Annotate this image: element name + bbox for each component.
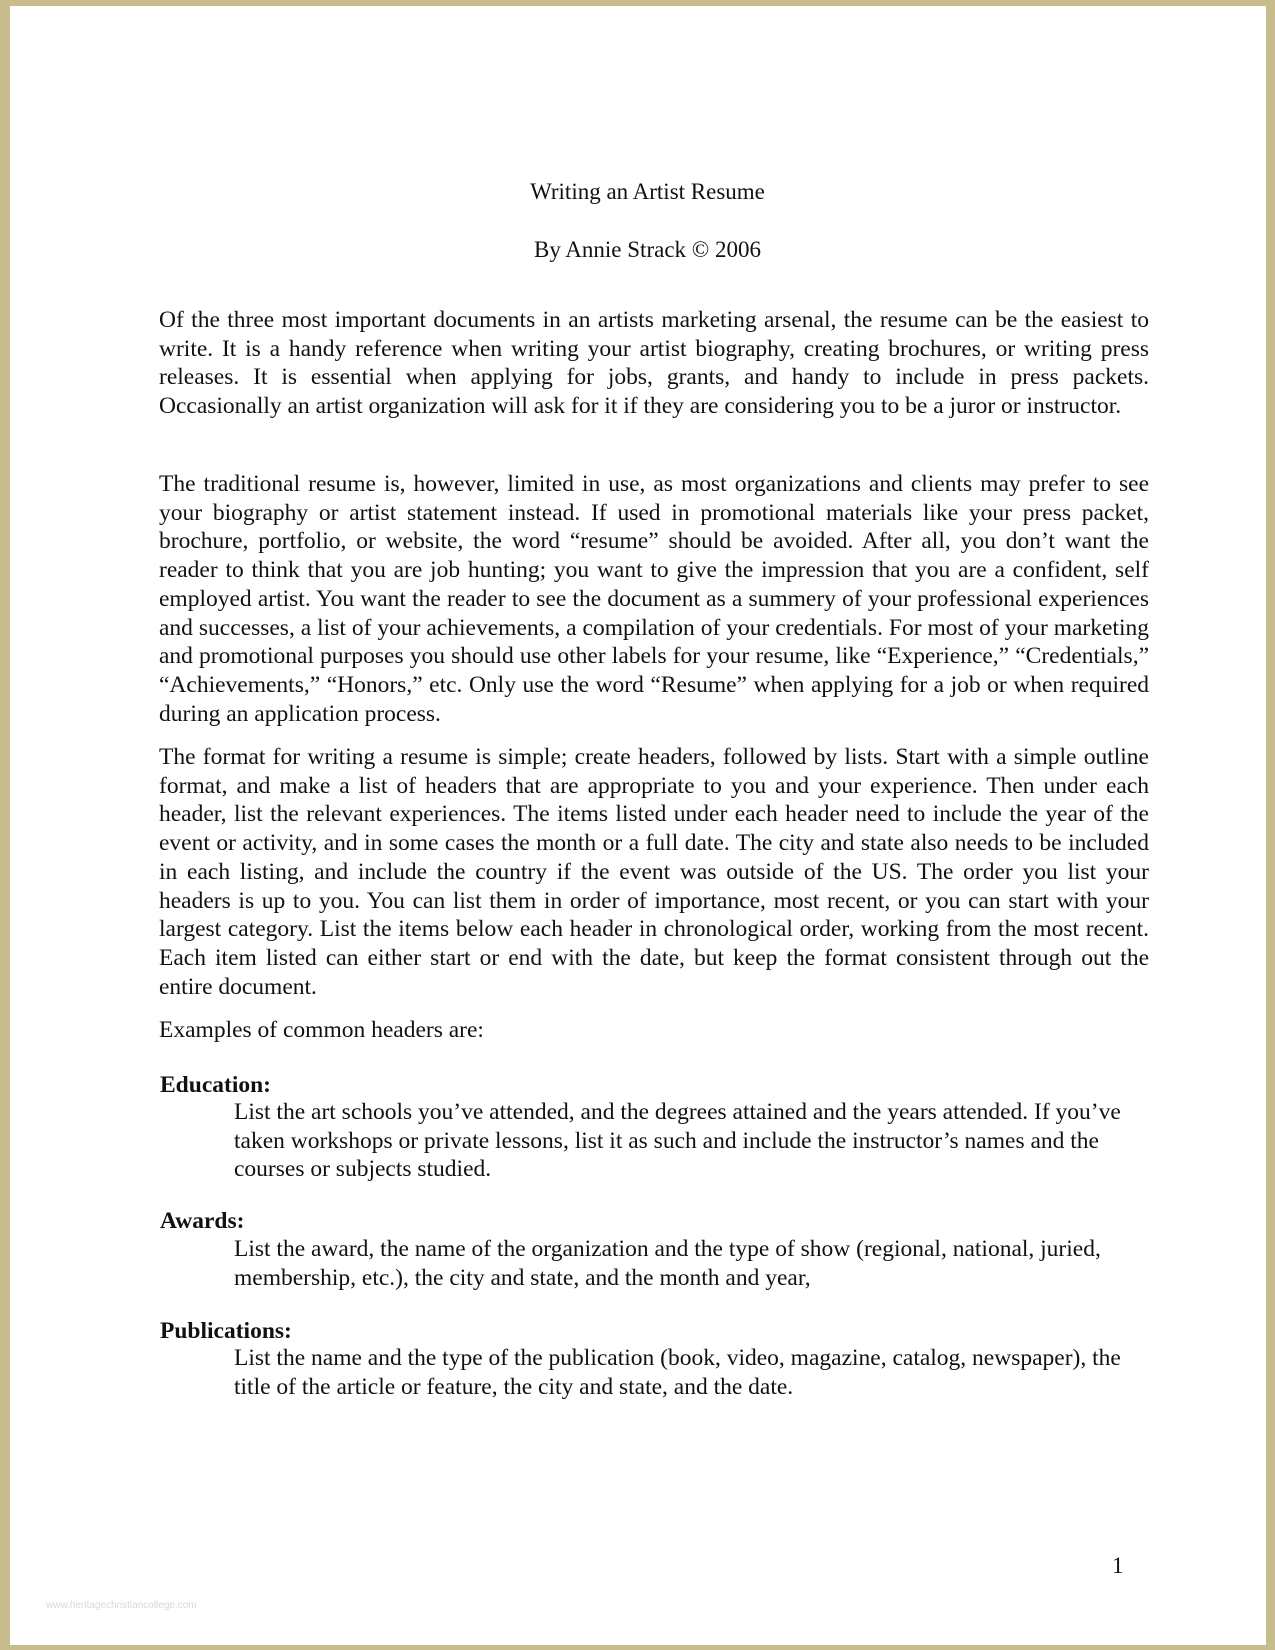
publications-description: List the name and the type of the publication (book, video, magazine, catalog, newspaper), the title of the article or feature, the city and state, and the date.	[234, 1345, 1121, 1400]
document-page	[10, 6, 1266, 1645]
author-line: By Annie Strack © 2006	[533, 237, 761, 262]
header-awards: Awards:	[160, 1208, 245, 1234]
page-number: 1	[1112, 1553, 1124, 1578]
education-description: List the art schools you’ve attended, and the degrees attained and the years attended. If you’ve taken workshops or private lessons, list it as such and include the instructor’s names and the courses or subjects studied.	[234, 1099, 1121, 1183]
watermark: www.heritagechristiancollege.com	[46, 1600, 197, 1611]
paragraph-intro: Of the three most important documents in an artists marketing arsenal, the resume can be the easiest to write. It is a handy reference when writing your artist biography, creating brochures, or writing press releases. It is essential when applying for jobs, grants, and handy to include in press packets. Occasionally an artist organization will ask for it if they are considering you to be a juror or instructor.	[159, 307, 1149, 420]
header-education: Education:	[160, 1072, 271, 1098]
document-title: Writing an Artist Resume	[530, 179, 765, 204]
paragraph-examples-intro: Examples of common headers are:	[159, 1017, 484, 1043]
paragraph-format: The format for writing a resume is simple; create headers, followed by lists. Start with a simple outline format, and make a list of headers that are appropriate to you and your experience. Then under each header, list the relevant experiences. The items listed under each header need to include the year of the event or activity, and in some cases the month or a full date. The city and state also needs to be included in each listing, and include the country if the event was outside of the US. The order you list your headers is up to you. You can list them in order of importance, most recent, or you can start with your largest category. List the items below each header in chronological order, working from the most recent. Each item listed can either start or end with the date, but keep the format consistent through out the entire document.	[159, 744, 1149, 1000]
paragraph-traditional-resume: The traditional resume is, however, limited in use, as most organizations and clients may prefer to see your biography or artist statement instead. If used in promotional materials like your press packet, brochure, portfolio, or website, the word “resume” should be avoided. After all, you don’t want the reader to think that you are job hunting; you want to give the impression that you are a confident, self employed artist. You want the reader to see the document as a summery of your professional experiences and successes, a list of your achievements, a compilation of your credentials. For most of your marketing and promotional purposes you should use other labels for your resume, like “Experience,” “Credentials,” “Achievements,” “Honors,” etc. Only use the word “Resume” when applying for a job or when required during an application process.	[159, 471, 1149, 727]
header-publications: Publications:	[160, 1318, 292, 1344]
awards-description: List the award, the name of the organization and the type of show (regional, national, juried, membership, etc.), the city and state, and the month and year,	[234, 1236, 1101, 1291]
